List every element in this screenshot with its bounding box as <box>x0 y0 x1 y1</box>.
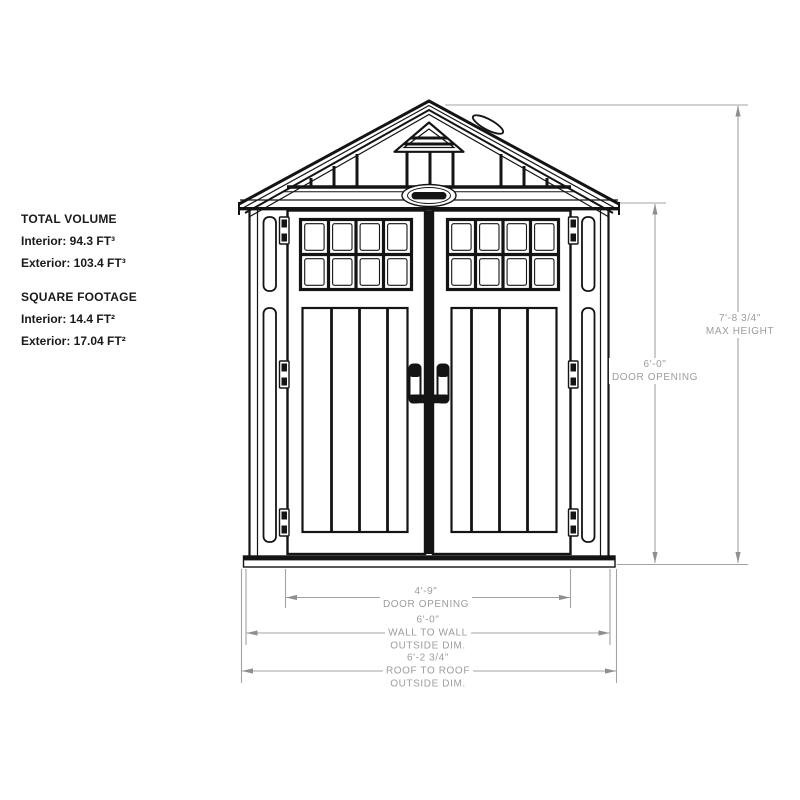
square-footage-interior: Interior: 14.4 FT² <box>21 312 116 326</box>
left-door <box>288 211 426 555</box>
dim-wall-to-wall-value: 6'-0" <box>416 614 440 626</box>
hinge-icon <box>569 217 579 244</box>
spec-panel <box>21 208 137 352</box>
dim-roof-to-roof-value: 6'-2 3/4" <box>407 652 449 664</box>
dim-roof-to-roof <box>383 652 473 691</box>
hinge-icon <box>280 509 290 536</box>
total-volume-heading: TOTAL VOLUME <box>21 212 117 226</box>
dim-door-opening-width <box>380 585 472 611</box>
dim-door-opening-width-value: 4'-9" <box>414 586 438 597</box>
dim-wall-to-wall <box>385 614 471 653</box>
dim-max-height-label: MAX HEIGHT <box>705 326 775 337</box>
hinge-icon <box>280 217 290 244</box>
hinge-icon <box>280 361 290 388</box>
dim-door-opening-height <box>609 358 701 384</box>
right-door <box>433 211 571 555</box>
dim-door-opening-height-label: DOOR OPENING <box>611 372 699 383</box>
door-center-stile <box>425 211 433 555</box>
dim-wall-to-wall-label: WALL TO WALL <box>388 627 468 639</box>
dim-wall-to-wall-sublabel: OUTSIDE DIM. <box>390 640 466 652</box>
total-volume-interior: Interior: 94.3 FT³ <box>21 234 116 248</box>
total-volume-exterior: Exterior: 103.4 FT³ <box>21 256 126 270</box>
dim-door-opening-height-value: 6'-0" <box>643 359 667 370</box>
dim-door-opening-width-label: DOOR OPENING <box>382 599 470 610</box>
hinge-icon <box>569 509 579 536</box>
square-footage-heading: SQUARE FOOTAGE <box>21 290 137 304</box>
dim-max-height-value: 7'-8 3/4" <box>718 313 761 324</box>
base-rail <box>244 556 616 567</box>
dim-roof-to-roof-label: ROOF TO ROOF <box>385 665 471 677</box>
brand-badge <box>402 185 456 207</box>
square-footage-exterior: Exterior: 17.04 FT² <box>21 334 126 348</box>
dim-max-height <box>703 312 777 338</box>
hinge-icon <box>569 361 579 388</box>
dim-roof-to-roof-sublabel: OUTSIDE DIM. <box>390 678 466 690</box>
